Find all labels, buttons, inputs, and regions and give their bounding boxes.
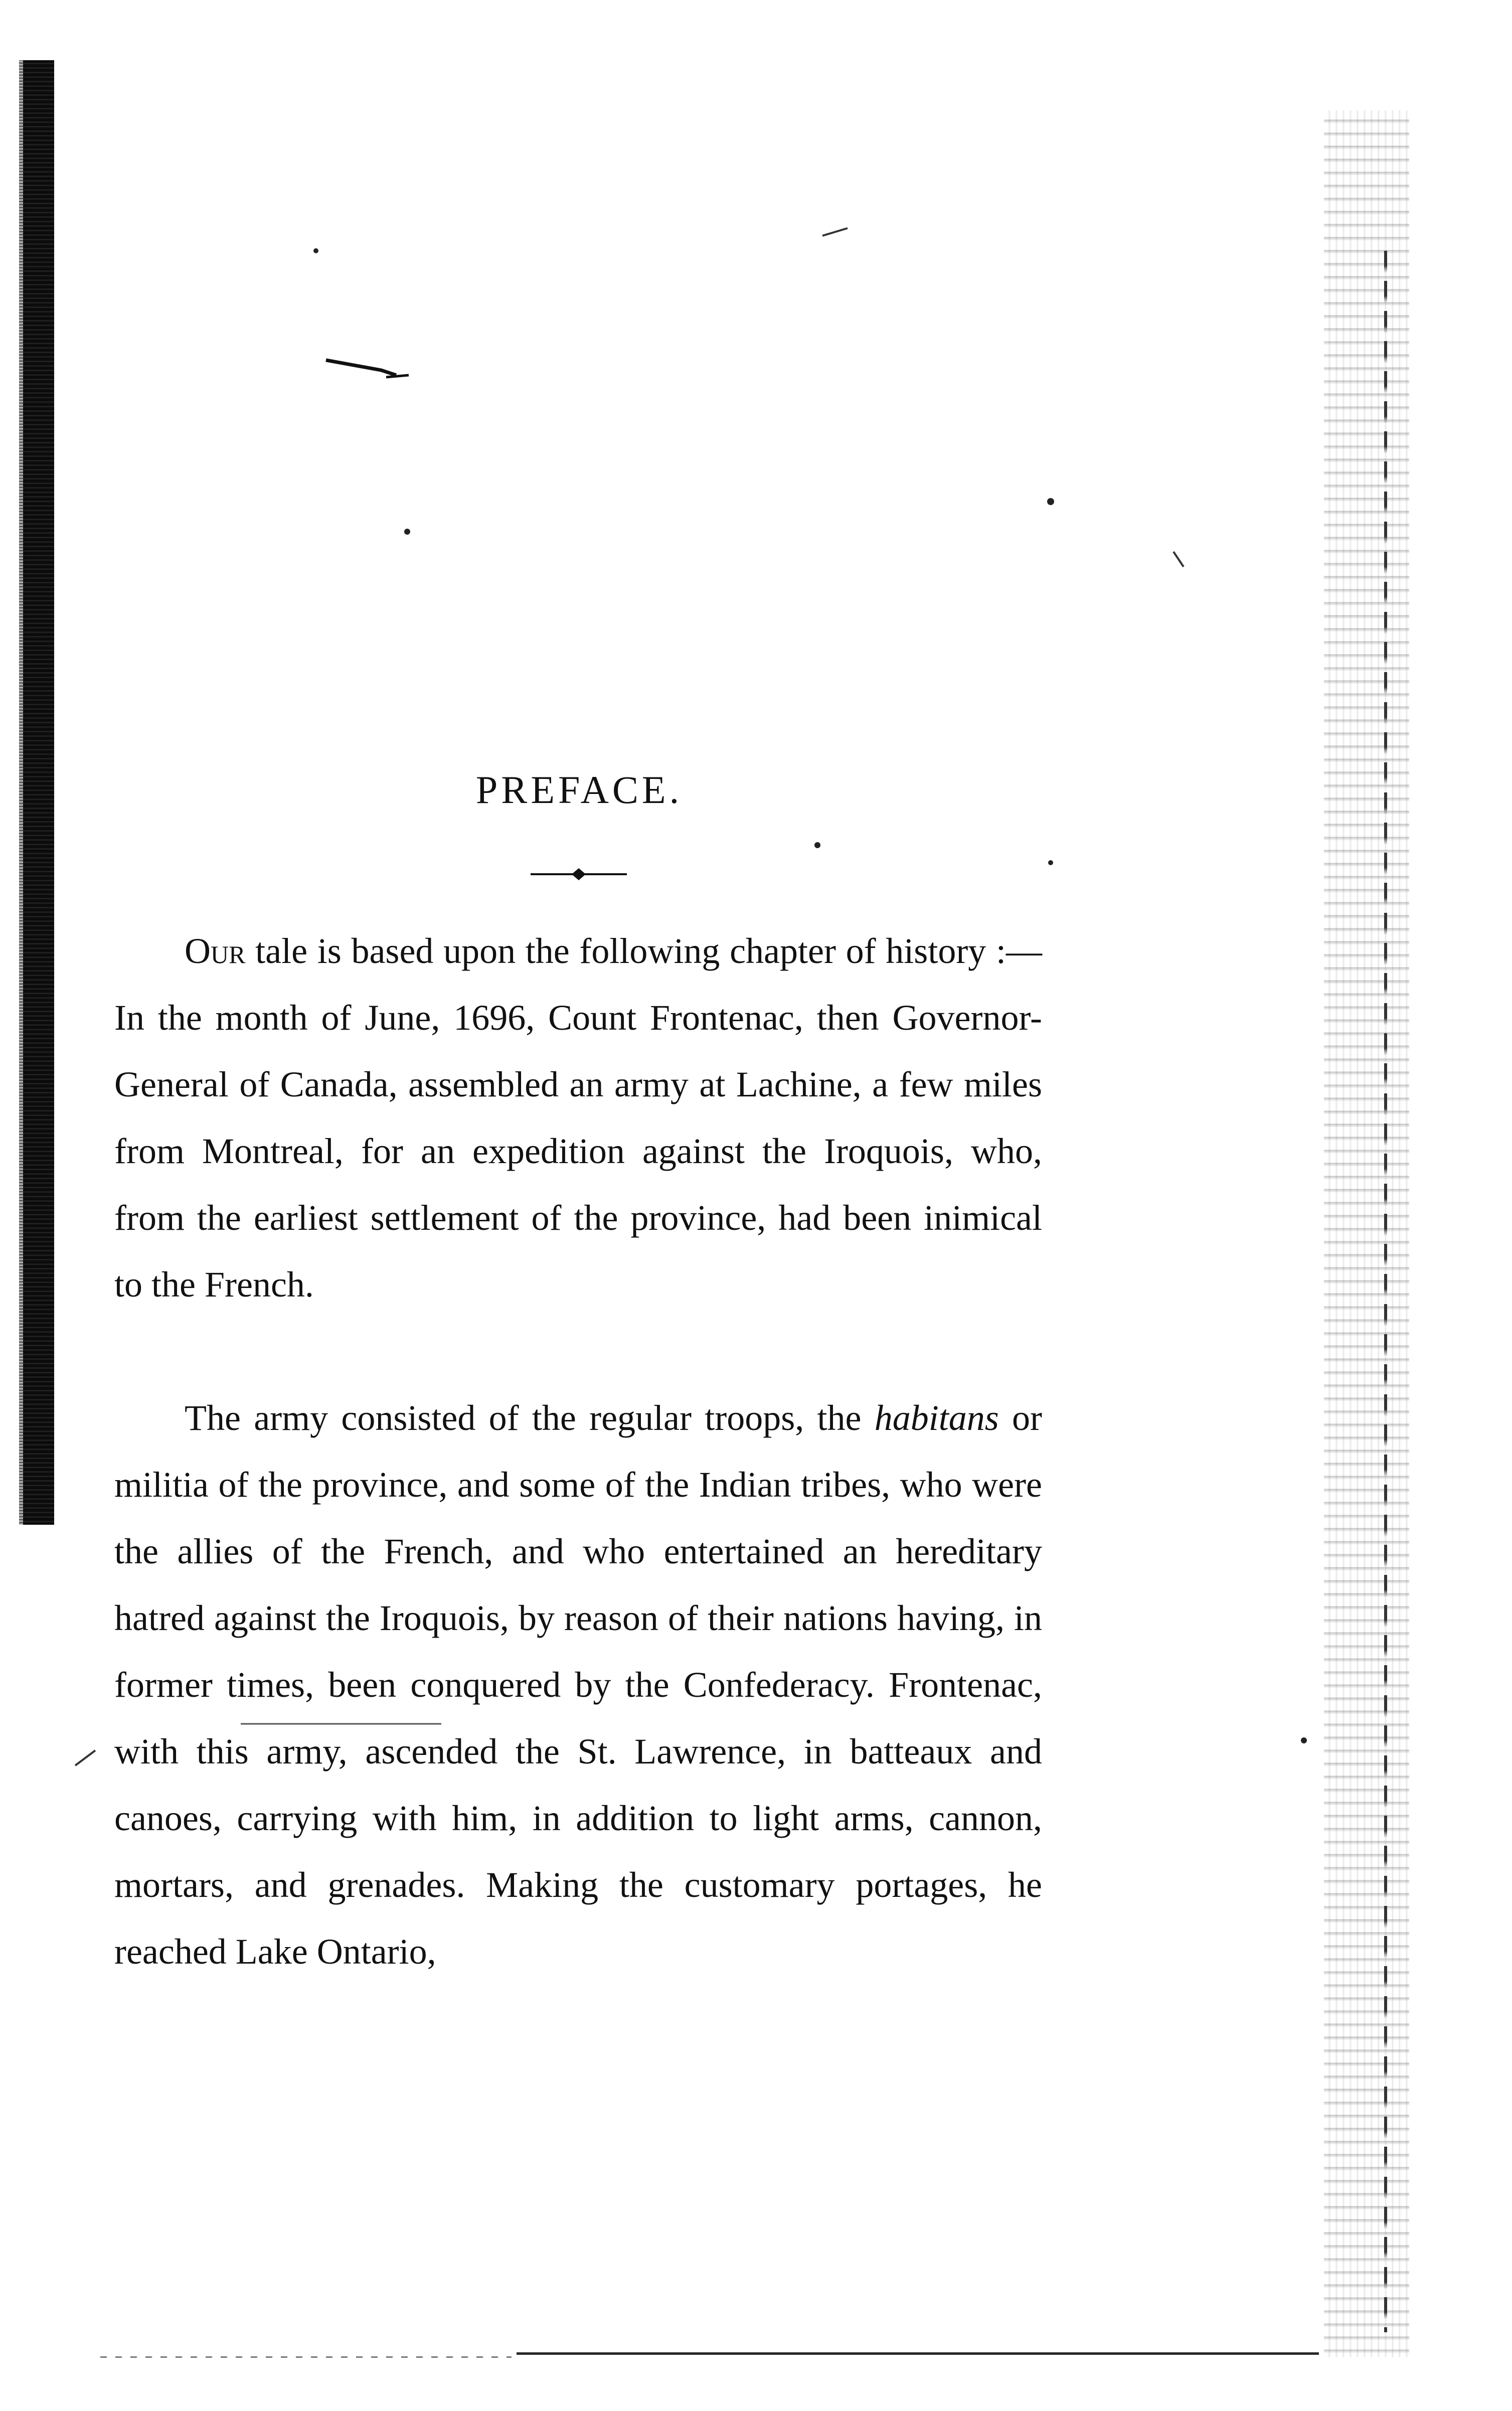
paragraph-2-italic-term: habitans [874, 1398, 999, 1438]
paragraph-2-text-after: or militia of the province, and some of the Indian tribes, who were the allies of the French, and who entertained an hereditary hatred against the Iroquois, by reason of their nations having, in former times, been conquered by the Confederacy. Frontenac, with this army, ascended the St. Lawrence, in batteaux and canoes, carrying with him, in addition to light arms, cannon, mortars, and grenades. Making the customary portages, he reached Lake Ontario, [114, 1398, 1042, 1972]
paragraph-2-text-before: The army consisted of the regular troops, the [185, 1398, 875, 1438]
paragraph-1 [114, 918, 1042, 1318]
paragraph-1-text: tale is based upon the following chapter of history :—In the month of June, 1696, Count Frontenac, then Governor-General of Canada, assembled an army at Lachine, a few miles from Montreal, for an expedition against the Iroquois, who, from the earliest settlement of the province, had been inimical to the French. [114, 931, 1042, 1305]
paragraph-lead-word: Our [185, 931, 246, 971]
paragraph-2 [114, 1385, 1042, 1985]
page-title: PREFACE. [475, 768, 683, 812]
body-text [114, 918, 1042, 1985]
diamond-rule-ornament-icon [531, 867, 627, 882]
